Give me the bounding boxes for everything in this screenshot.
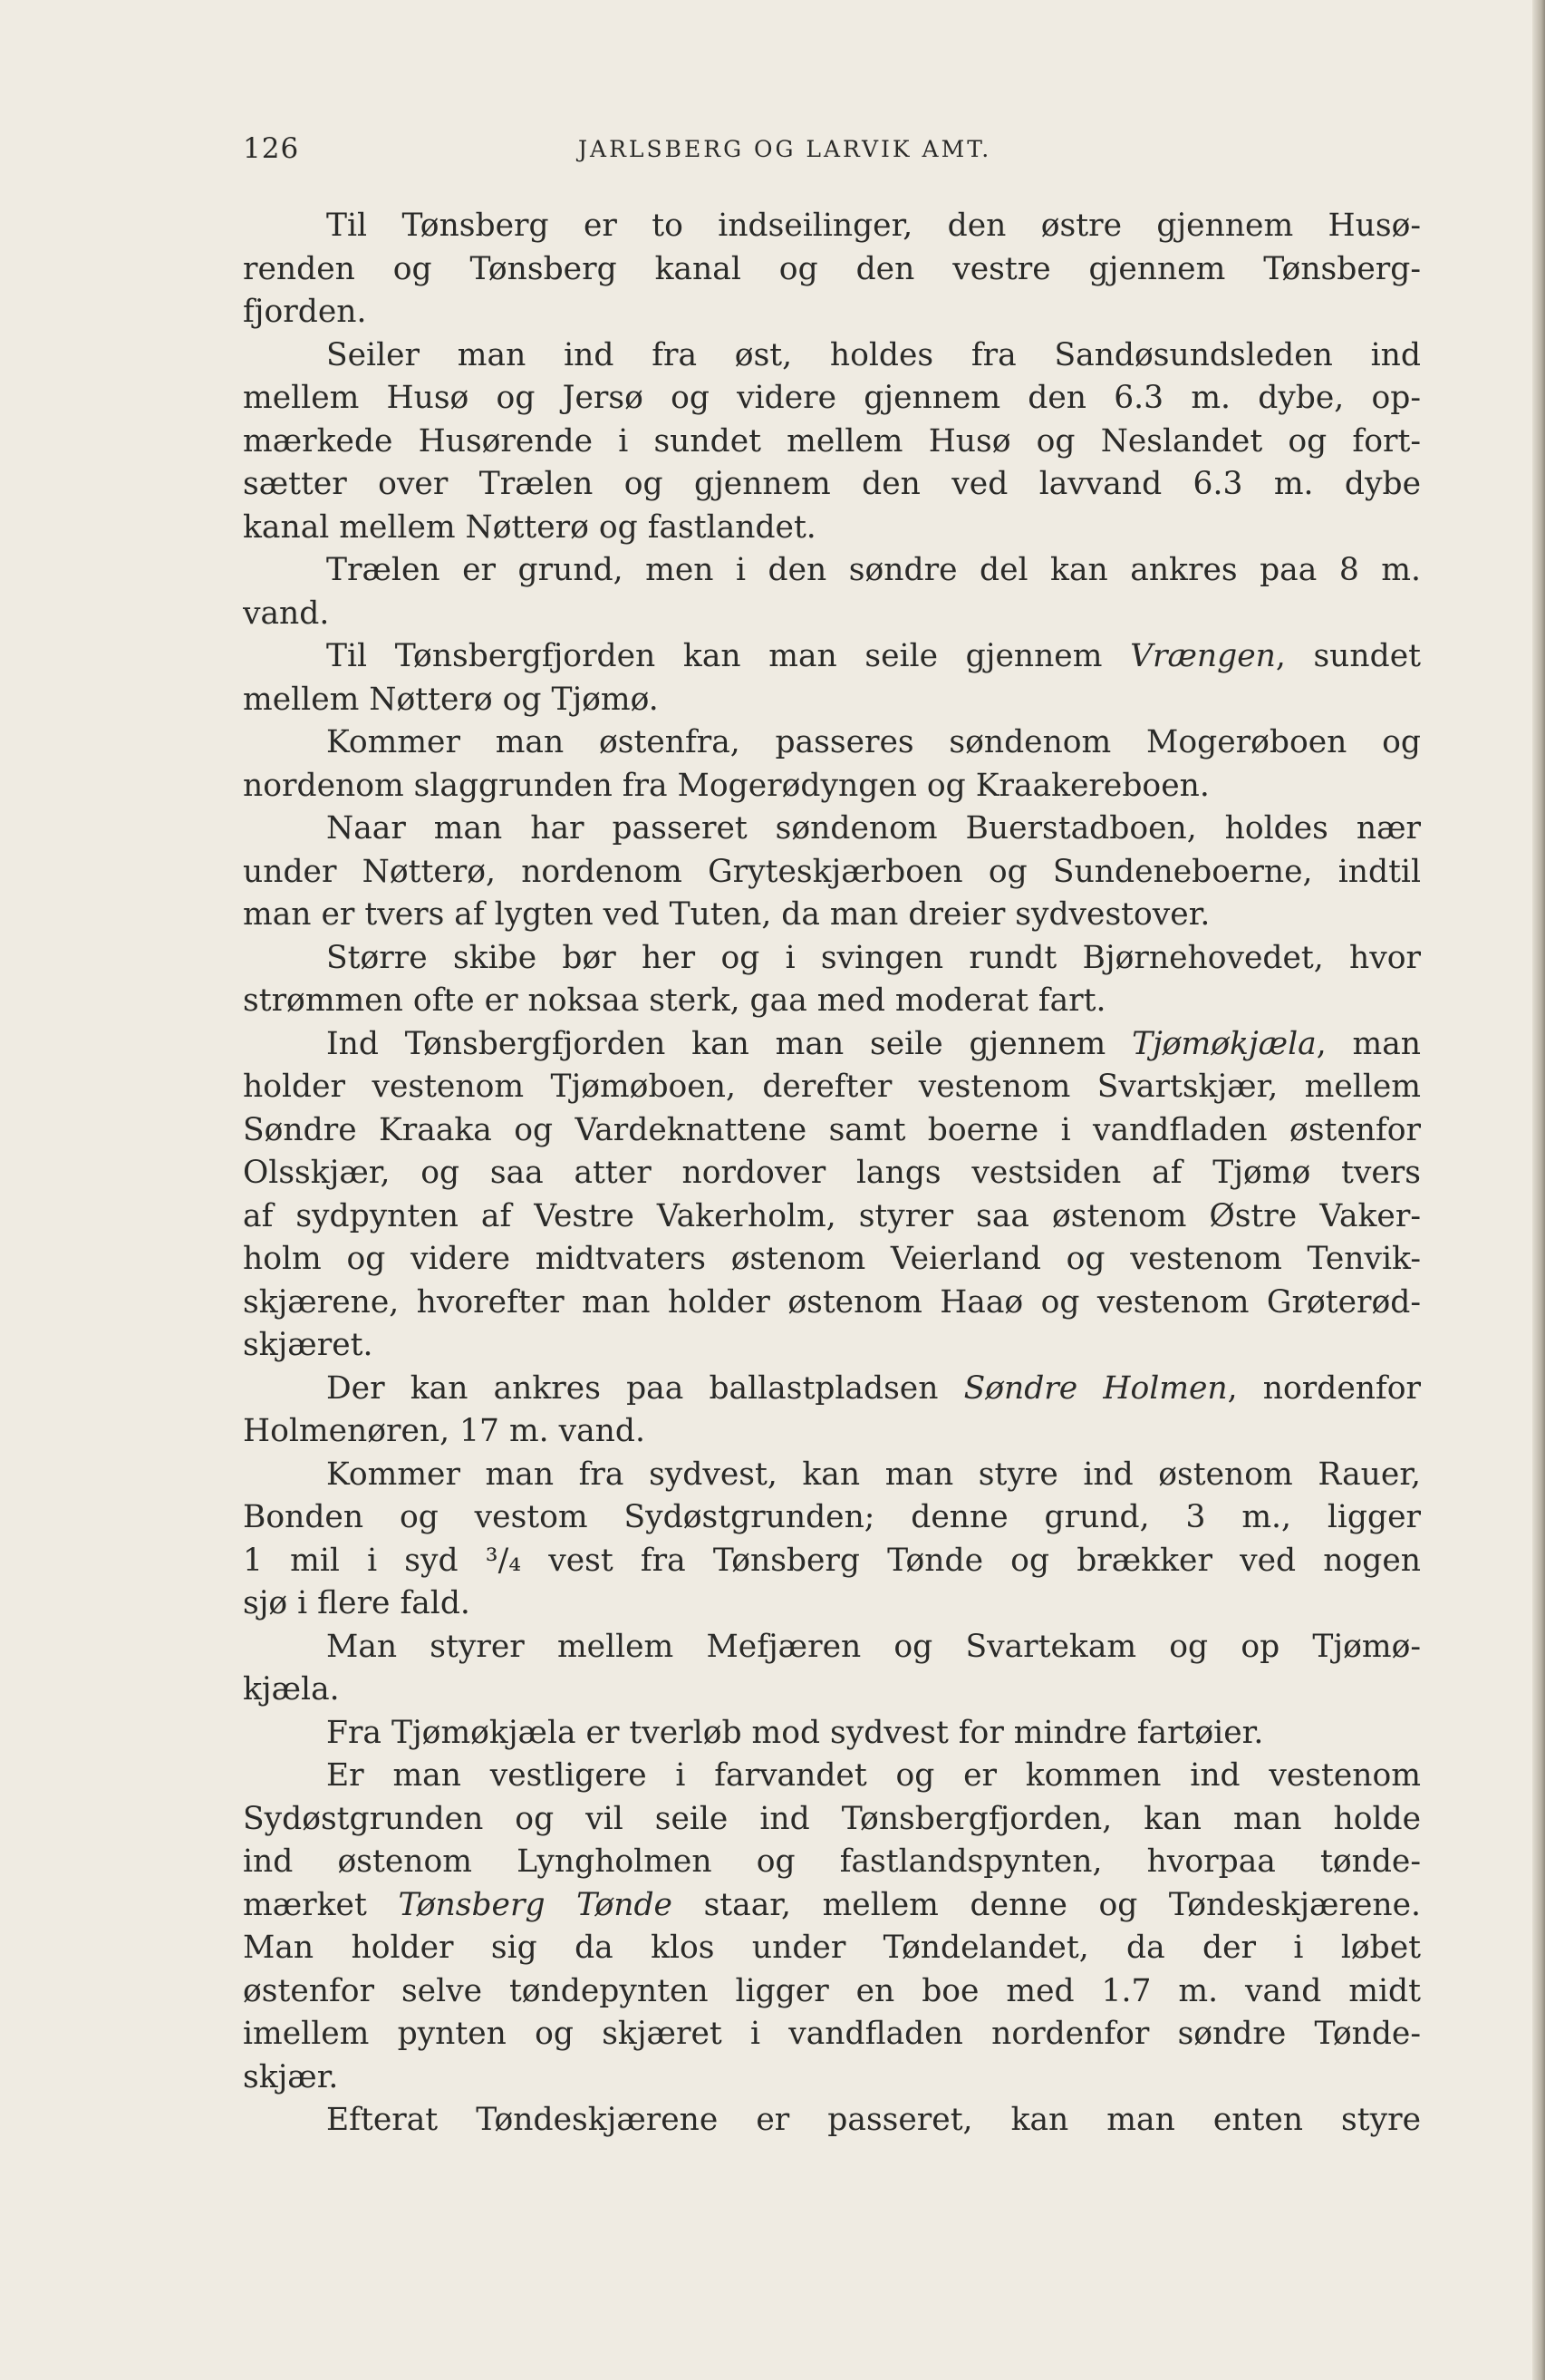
text-line: ind østenom Lyngholmen og fastlandspynten, hvorpaa tønde- xyxy=(243,1843,1421,1880)
text-line: Fra Tjømøkjæla er tverløb mod sydvest for mindre fartøier. xyxy=(326,1714,1264,1751)
text-line: kanal mellem Nøtterø og fastlandet. xyxy=(243,508,816,546)
text-line: under Nøtterø, nordenom Gryteskjærboen og Sundeneboerne, indtil xyxy=(243,853,1421,890)
page-header xyxy=(243,125,1421,179)
text-line: kjæla. xyxy=(243,1671,340,1708)
text-line xyxy=(243,1884,1421,1928)
text-line xyxy=(243,1368,1421,1411)
text-line: skjæret. xyxy=(243,1327,373,1363)
text-run: mærket xyxy=(243,1886,399,1923)
text-line: holm og videre midtvaters østenom Veierland og vestenom Tenvik- xyxy=(243,1241,1421,1277)
text-line: Olsskjær, og saa atter nordover langs vestsiden af Tjømø tvers xyxy=(243,1155,1421,1191)
body-text xyxy=(243,205,1421,2143)
text-line: skjærene, hvorefter man holder østenom Haaø og vestenom Grøterød- xyxy=(243,1283,1421,1321)
page-number: 126 xyxy=(243,132,300,165)
text-line: renden og Tønsberg kanal og den vestre gjennem Tønsberg- xyxy=(243,250,1421,287)
text-line: strømmen ofte er noksaa sterk, gaa med moderat fart. xyxy=(243,982,1106,1019)
text-line: Naar man har passeret søndenom Buerstadboen, holdes nær xyxy=(326,810,1421,847)
text-line: Seiler man ind fra øst, holdes fra Sandøsundsleden ind xyxy=(326,336,1421,373)
text-line: Holmenøren, 17 m. vand. xyxy=(243,1413,645,1449)
text-line: mellem Husø og Jersø og videre gjennem den 6.3 m. dybe, op- xyxy=(243,380,1421,416)
text-line: Man holder sig da klos under Tøndelandet, da der i løbet xyxy=(243,1930,1421,1966)
text-line: 1 mil i syd ³/₄ vest fra Tønsberg Tønde og brækker ved nogen xyxy=(243,1542,1421,1579)
text-run: , sundet xyxy=(1275,638,1421,674)
text-line: holder vestenom Tjømøboen, derefter vestenom Svartskjær, mellem xyxy=(243,1069,1421,1105)
text-line: østenfor selve tøndepynten ligger en boe med 1.7 m. vand midt xyxy=(243,1972,1421,2009)
text-line: Man styrer mellem Mefjæren og Svartekam og op Tjømø- xyxy=(326,1628,1421,1665)
text-line: Til Tønsberg er to indseilinger, den østre gjennem Husø- xyxy=(326,208,1421,244)
text-line: Søndre Kraaka og Vardeknattene samt boerne i vandfladen østenfor xyxy=(243,1111,1421,1148)
text-run: Til Tønsbergfjorden kan man seile gjennem xyxy=(326,638,1131,674)
text-line: mellem Nøtterø og Tjømø. xyxy=(243,681,659,718)
text-line: nordenom slaggrunden fra Mogerødyngen og Kraakereboen. xyxy=(243,767,1210,804)
text-run: , nordenfor xyxy=(1227,1369,1421,1407)
text-line: Bonden og vestom Sydøstgrunden; denne grund, 3 m., ligger xyxy=(243,1499,1421,1535)
text-line: vand. xyxy=(243,595,330,632)
place-name: Vrængen xyxy=(1130,638,1276,674)
text-run: , man xyxy=(1316,1025,1421,1062)
text-line: Trælen er grund, men i den søndre del kan ankres paa 8 m. xyxy=(326,552,1421,588)
text-run: Ind Tønsbergfjorden kan man seile gjennem xyxy=(326,1025,1133,1062)
text-line: man er tvers af lygten ved Tuten, da man dreier sydvestover. xyxy=(243,896,1211,933)
text-line: mærkede Husørende i sundet mellem Husø og Neslandet og fort- xyxy=(243,422,1421,460)
text-line: fjorden. xyxy=(243,294,367,330)
text-line: sjø i flere fald. xyxy=(243,1585,470,1621)
place-name: Tønsberg Tønde xyxy=(398,1886,672,1923)
page-edge xyxy=(1532,0,1545,2380)
text-line xyxy=(243,1023,1421,1067)
text-line: imellem pynten og skjæret i vandfladen nordenfor søndre Tønde- xyxy=(243,2016,1421,2052)
text-line: skjær. xyxy=(243,2058,339,2095)
text-run: Der kan ankres paa ballastpladsen xyxy=(326,1369,964,1407)
text-line: Kommer man østenfra, passeres søndenom Mogerøboen og xyxy=(326,724,1421,760)
text-line: Kommer man fra sydvest, kan man styre ind østenom Rauer, xyxy=(326,1456,1421,1493)
text-line xyxy=(243,635,1421,679)
text-line: af sydpynten af Vestre Vakerholm, styrer saa østenom Østre Vaker- xyxy=(243,1197,1421,1234)
place-name: Søndre Holmen xyxy=(963,1369,1228,1407)
text-run: staar, mellem denne og Tøndeskjærene. xyxy=(671,1886,1421,1923)
place-name: Tjømøkjæla xyxy=(1132,1025,1317,1062)
running-title: JARLSBERG OG LARVIK AMT. xyxy=(578,136,992,162)
text-line: Er man vestligere i farvandet og er kommen ind vestenom xyxy=(326,1757,1421,1794)
text-line: Større skibe bør her og i svingen rundt Bjørnehovedet, hvor xyxy=(326,939,1421,976)
text-line: sætter over Trælen og gjennem den ved lavvand 6.3 m. dybe xyxy=(243,466,1421,502)
text-line: Sydøstgrunden og vil seile ind Tønsbergfjorden, kan man holde xyxy=(243,1800,1421,1837)
text-line: Efterat Tøndeskjærene er passeret, kan man enten styre xyxy=(326,2102,1421,2138)
